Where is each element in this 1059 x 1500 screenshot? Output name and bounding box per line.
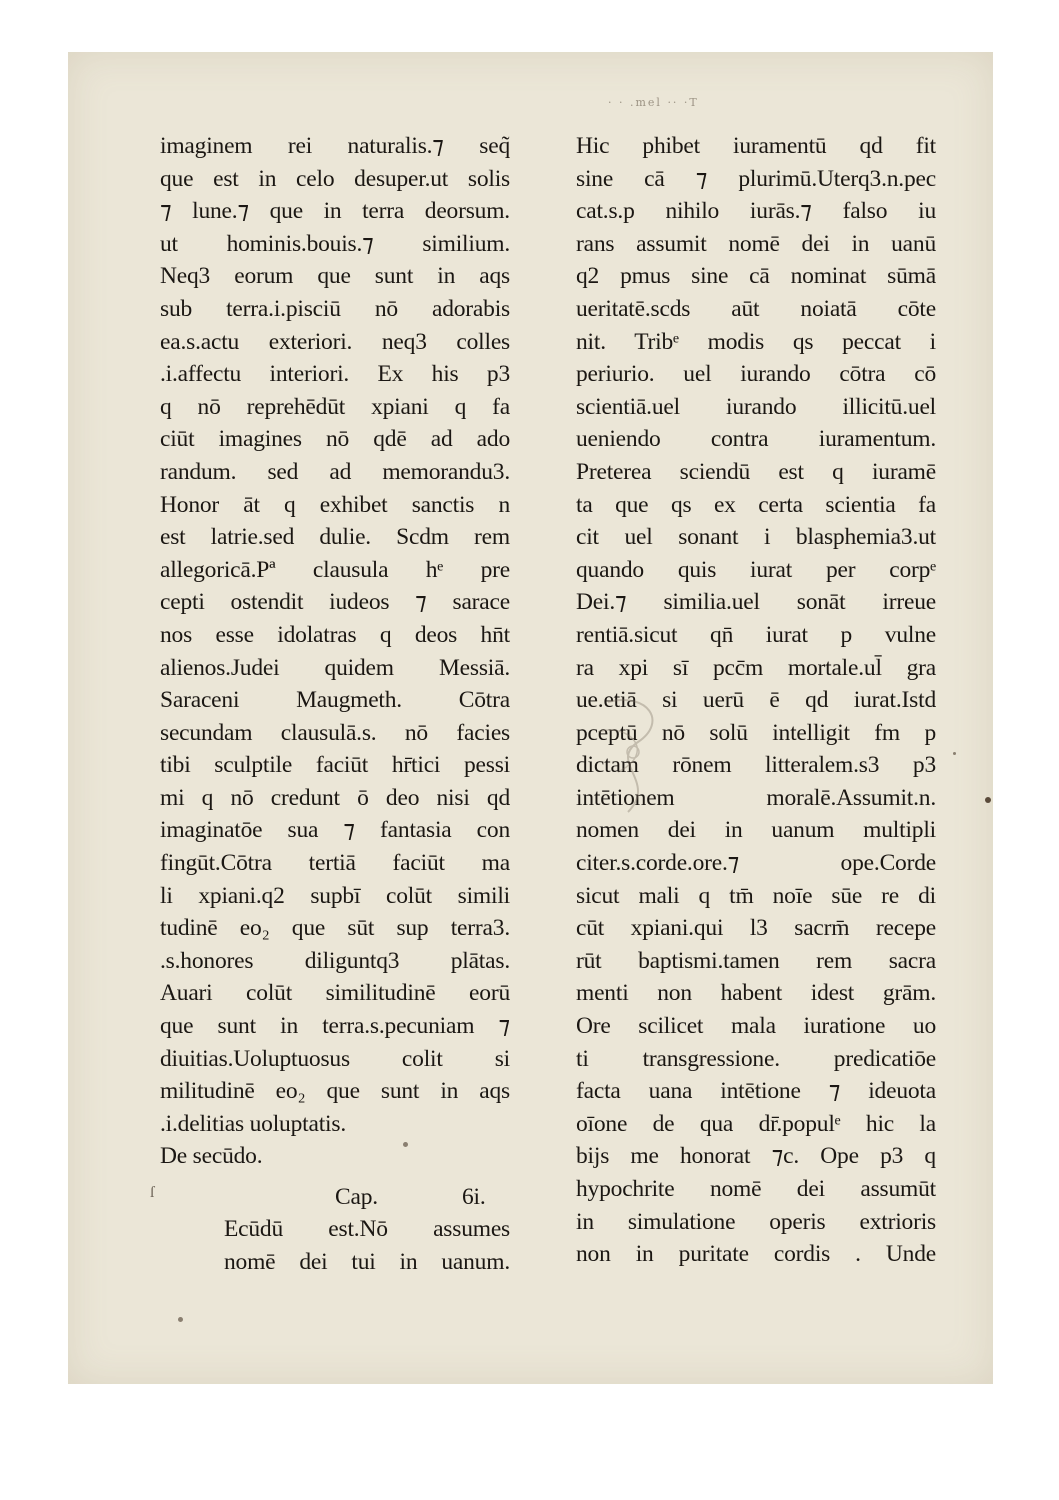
- text-line: est latrie.sed dulie. Scdm rem: [160, 524, 510, 551]
- section-title: De secūdo.: [160, 1143, 263, 1170]
- text-line: Neq3 eorum que sunt in aqs: [160, 263, 510, 290]
- text-line: ue.etiā si uerū ē qd iurat.Istd: [576, 687, 936, 714]
- chapter-mark: ſ: [150, 1184, 155, 1201]
- text-line: periurio. uel iurando cōtra cō: [576, 361, 936, 388]
- text-line: facta uana intētione ⁊ ideuota: [576, 1078, 936, 1105]
- chapter-number: 6i.: [462, 1184, 486, 1210]
- text-line: rentiā.sicut qn̄ iurat p vulne: [576, 621, 936, 648]
- text-line: Dei.⁊ similia.uel sonāt irreue: [576, 589, 936, 616]
- text-line: ⁊ lune.⁊ que in terra deorsum.: [160, 198, 510, 225]
- text-line: ti transgressione. predicatiōe: [576, 1045, 936, 1072]
- text-line: allegoricā.Pª clausula hᵉ pre: [160, 556, 510, 583]
- text-line: intētionem moralē.Assumit.n.: [576, 784, 936, 811]
- text-line: tibi sculptile faciūt hr̄tici pessi: [160, 752, 510, 779]
- text-line: que sunt in terra.s.pecuniam ⁊: [160, 1013, 510, 1040]
- text-line: mi q nō credunt ō deo nisi qd: [160, 784, 510, 811]
- edge-mark: [985, 797, 991, 803]
- text-line: Preterea sciendū est q iuramē: [576, 458, 936, 485]
- text-line: ra xpi sī pcc̄m mortale.ul̄ gra: [576, 654, 936, 681]
- text-line: randum. sed ad memorandu3.: [160, 458, 510, 485]
- text-line: .i.affectu interiori. Ex his p3: [160, 361, 510, 388]
- text-line: cat.s.p nihilo iurās.⁊ falso iu: [576, 198, 936, 225]
- text-line: militudinē eo₂ que sunt in aqs: [160, 1078, 510, 1105]
- text-line: imaginatōe sua ⁊ fantasia con: [160, 817, 510, 844]
- text-line: scientiā.uel iurando illicitū.uel: [576, 393, 936, 420]
- text-line: fingūt.Cōtra tertiā faciūt ma: [160, 850, 510, 877]
- text-line: .s.honores diliguntq3 plātas.: [160, 947, 510, 974]
- text-line: q nō reprehēdūt xpiani q fa: [160, 393, 510, 420]
- text-line: citer.s.corde.ore.⁊ ope.Corde: [576, 850, 936, 877]
- chapter-heading: [150, 1177, 510, 1213]
- text-line: cūt xpiani.qui l3 sacrm̄ recepe: [576, 915, 936, 942]
- text-line: .i.delitias uoluptatis.: [160, 1110, 346, 1137]
- paper-speck: [953, 752, 956, 755]
- text-line: oīone de qua dr̄.populᵉ hic la: [576, 1110, 936, 1137]
- manuscript-page: [68, 52, 993, 1384]
- paper-speck: [403, 1142, 408, 1147]
- text-line: quando quis iurat per corpᵉ: [576, 556, 936, 583]
- paper-speck: [178, 1317, 183, 1322]
- text-line: bijs me honorat ⁊c. Ope p3 q: [576, 1143, 936, 1170]
- text-line: q2 pmus sine cā nominat sūmā: [576, 263, 936, 290]
- text-line: tudinē eo₂ que sūt sup terra3.: [160, 915, 510, 942]
- text-line: li xpiani.q2 supbī colūt simili: [160, 882, 510, 909]
- text-line: Saraceni Maugmeth. Cōtra: [160, 687, 510, 714]
- text-line: in simulatione operis extrioris: [576, 1208, 936, 1235]
- text-line: ut hominis.bouis.⁊ similium.: [160, 230, 510, 257]
- text-line: nomen dei in uanum multipli: [576, 817, 936, 844]
- text-line: ciūt imagines nō qdē ad ado: [160, 426, 510, 453]
- watermark-icon: [588, 692, 678, 822]
- text-line: pceptū nō solū intelligit fm p: [576, 719, 936, 746]
- text-line: dictam rōnem litteralem.s3 p3: [576, 752, 936, 779]
- top-margin-note: · · .mel ·· ·T: [608, 96, 699, 109]
- text-line: ta que qs ex certa scientia fa: [576, 491, 936, 518]
- text-line: cepti ostendit iudeos ⁊ sarace: [160, 589, 510, 616]
- text-line: ueniendo contra iuramentum.: [576, 426, 936, 453]
- text-line: nit. Tribᵉ modis qs peccat i: [576, 328, 936, 355]
- chapter-label: Cap.: [335, 1184, 378, 1210]
- text-line: Ore scilicet mala iuratione uo: [576, 1013, 936, 1040]
- text-line: imaginem rei naturalis.⁊ seq̃: [160, 133, 510, 159]
- text-line: secundam clausulā.s. nō facies: [160, 719, 510, 746]
- text-line: rūt baptismi.tamen rem sacra: [576, 947, 936, 974]
- text-line: menti non habent idest grām.: [576, 980, 936, 1007]
- chapter-opening-line: [160, 1213, 510, 1246]
- chapter-opening-line: [160, 1246, 510, 1279]
- text-line: ea.s.actu exteriori. neq3 colles: [160, 328, 510, 355]
- text-line: Ecūdū est.Nō assumes: [224, 1216, 510, 1242]
- text-line: Honor āt q exhibet sanctis n: [160, 491, 510, 518]
- text-line: cit uel sonant i blasphemia3.ut: [576, 524, 936, 551]
- left-text-column: [150, 130, 510, 1278]
- text-line: alienos.Judei quidem Messiā.: [160, 654, 510, 681]
- text-line: hypochrite nomē dei assumūt: [576, 1176, 936, 1202]
- text-line: diuitias.Uoluptuosus colit si: [160, 1045, 510, 1072]
- text-line: Auari colūt similitudinē eorū: [160, 980, 510, 1007]
- text-line: sicut mali q tm̄ noīe sūe re di: [576, 882, 936, 909]
- text-line: sub terra.i.pisciū nō adorabis: [160, 295, 510, 322]
- text-line: ueritatē.scds aūt noiatā cōte: [576, 295, 936, 322]
- text-line: nomē dei tui in uanum.: [224, 1248, 510, 1275]
- text-line: rans assumit nomē dei in uanū: [576, 230, 936, 257]
- text-line: nos esse idolatras q deos hn̄t: [160, 621, 510, 648]
- text-line: Hic phibet iuramentū qd fit: [576, 133, 936, 159]
- text-line: non in puritate cordis . Unde: [576, 1241, 936, 1268]
- text-line: que est in celo desuper.ut solis: [160, 165, 510, 192]
- text-line: sine cā ⁊ plurimū.Uterq3.n.pec: [576, 165, 936, 192]
